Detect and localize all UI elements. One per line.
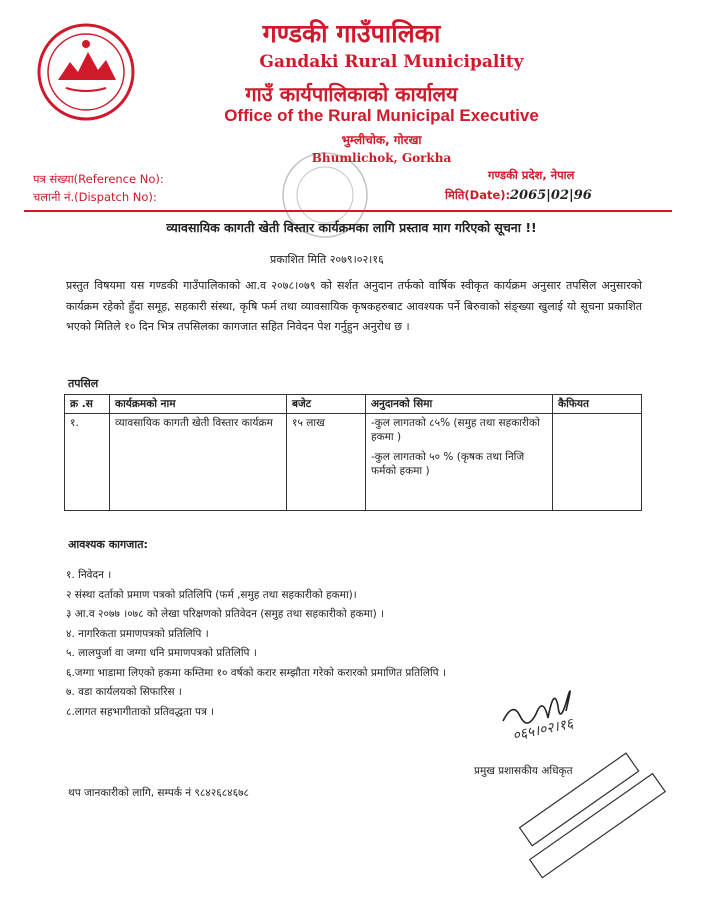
col-remarks: कैफियत bbox=[553, 395, 642, 414]
location-np: भुम्लीचोक, गोरखा bbox=[341, 133, 422, 147]
date-label: मिति(Date): bbox=[445, 188, 511, 202]
list-item: २ संस्था दर्ताको प्रमाण पत्रको प्रतिलिपि (फर्म ,समुह तथा सहकारीको हकमा)। bbox=[66, 588, 357, 601]
col-limit: अनुदानको सिमा bbox=[366, 395, 553, 414]
required-docs-title: आवश्यक कागजात: bbox=[68, 538, 148, 551]
list-item: ५. लालपुर्जा वा जग्गा धनि प्रमाणपत्रको प्रतिलिपि । bbox=[66, 647, 257, 659]
list-item: १. निवेदन । bbox=[66, 569, 112, 581]
handwritten-date: 2065|02|96 bbox=[510, 188, 592, 203]
province-label: गण्डकी प्रदेश, नेपाल bbox=[488, 168, 575, 182]
schedule-caption: तपसिल bbox=[68, 377, 99, 390]
list-item: ६.जग्गा भाडामा लिएको हकमा कम्तिमा १० वर्षको करार सम्झौता गरेको करारको प्रमाणित प्रतिलिपि । bbox=[66, 666, 446, 679]
list-item: ३ आ.व २०७७ ।०७८ को लेखा परिक्षणको प्रतिवेदन (समुह तथा सहकारीको हकमा) । bbox=[66, 608, 385, 620]
published-date: प्रकाशित मिति २०७९।०२।१६ bbox=[270, 253, 384, 266]
dispatch-label: चलानी नं.(Dispatch No): bbox=[33, 190, 157, 204]
signature-date: ०६५।०२।१६ bbox=[511, 715, 575, 745]
program-table bbox=[64, 394, 642, 511]
limit-group: -कुल लागतको ८५% (समुह तथा सहकारीको हकमा ) bbox=[371, 417, 540, 443]
col-sn: क्र .स bbox=[65, 395, 110, 414]
municipality-title-np: गण्डकी गाउँपालिका bbox=[262, 19, 441, 48]
municipality-title-en: Gandaki Rural Municipality bbox=[259, 52, 524, 72]
office-title-np: गाउँ कार्यपालिकाको कार्यालय bbox=[245, 82, 458, 106]
cell-program: व्यावसायिक कागती खेती विस्तार कार्यक्रम bbox=[110, 414, 287, 511]
cell-sn: १. bbox=[65, 414, 110, 511]
list-item: ७. वडा कार्यलयको सिफारिस । bbox=[66, 686, 182, 698]
cell-budget: १५ लाख bbox=[287, 414, 366, 511]
required-docs-list bbox=[66, 566, 446, 722]
cell-limit bbox=[366, 414, 553, 511]
reference-label: पत्र संख्या(Reference No): bbox=[33, 172, 164, 186]
location-en: Bhumlichok, Gorkha bbox=[311, 151, 452, 165]
col-program: कार्यक्रमको नाम bbox=[110, 395, 287, 414]
office-title-en: Office of the Rural Municipal Executive bbox=[224, 106, 539, 125]
notice-paragraph: प्रस्तुत विषयमा यस गण्डकी गाउँपालिकाको आ.व २०७८।०७९ को सर्शत अनुदान तर्फको वार्षिक स्वीकृत कार्यक्रम अनुसार तपसिल अनुसारको कार्यक्रम रहेको हुँदा समूह, सहकारी संस्था, कृषि फर्म तथा व्यावसायिक कृषकहरुबाट आवश्यक पर्ने बिरुवाको संङ्ख्या खुलाई यो सूचना प्रकाशित भएको मितिले १० दिन भित्र तपसिलका कागजात सहित निवेदन पेश गर्नुहुन अनुरोध छ । bbox=[66, 279, 642, 333]
list-item: ८.लागत सहभागीताको प्रतिवद्धता पत्र । bbox=[66, 705, 215, 718]
officer-stamp bbox=[505, 745, 675, 885]
officer-title: प्रमुख प्रशासकीय अधिकृत bbox=[474, 765, 573, 777]
table-row bbox=[65, 414, 642, 511]
contact-info: थप जानकारीको लागि, सम्पर्क नं ९८४२६८४६७८ bbox=[68, 787, 249, 799]
limit-individual: -कुल लागतको ५० % (कृषक तथा निजि फर्मको हकमा ) bbox=[371, 451, 525, 477]
list-item: ४. नागरिकता प्रमाणपत्रको प्रतिलिपि । bbox=[66, 627, 209, 640]
col-budget: बजेट bbox=[287, 395, 366, 414]
notice-title: व्यावसायिक कागती खेती विस्तार कार्यक्रमका लागि प्रस्ताव माग गरिएको सूचना !! bbox=[166, 220, 537, 235]
table-header-row bbox=[65, 395, 642, 414]
header-divider bbox=[24, 210, 672, 212]
cell-remarks bbox=[553, 414, 642, 511]
